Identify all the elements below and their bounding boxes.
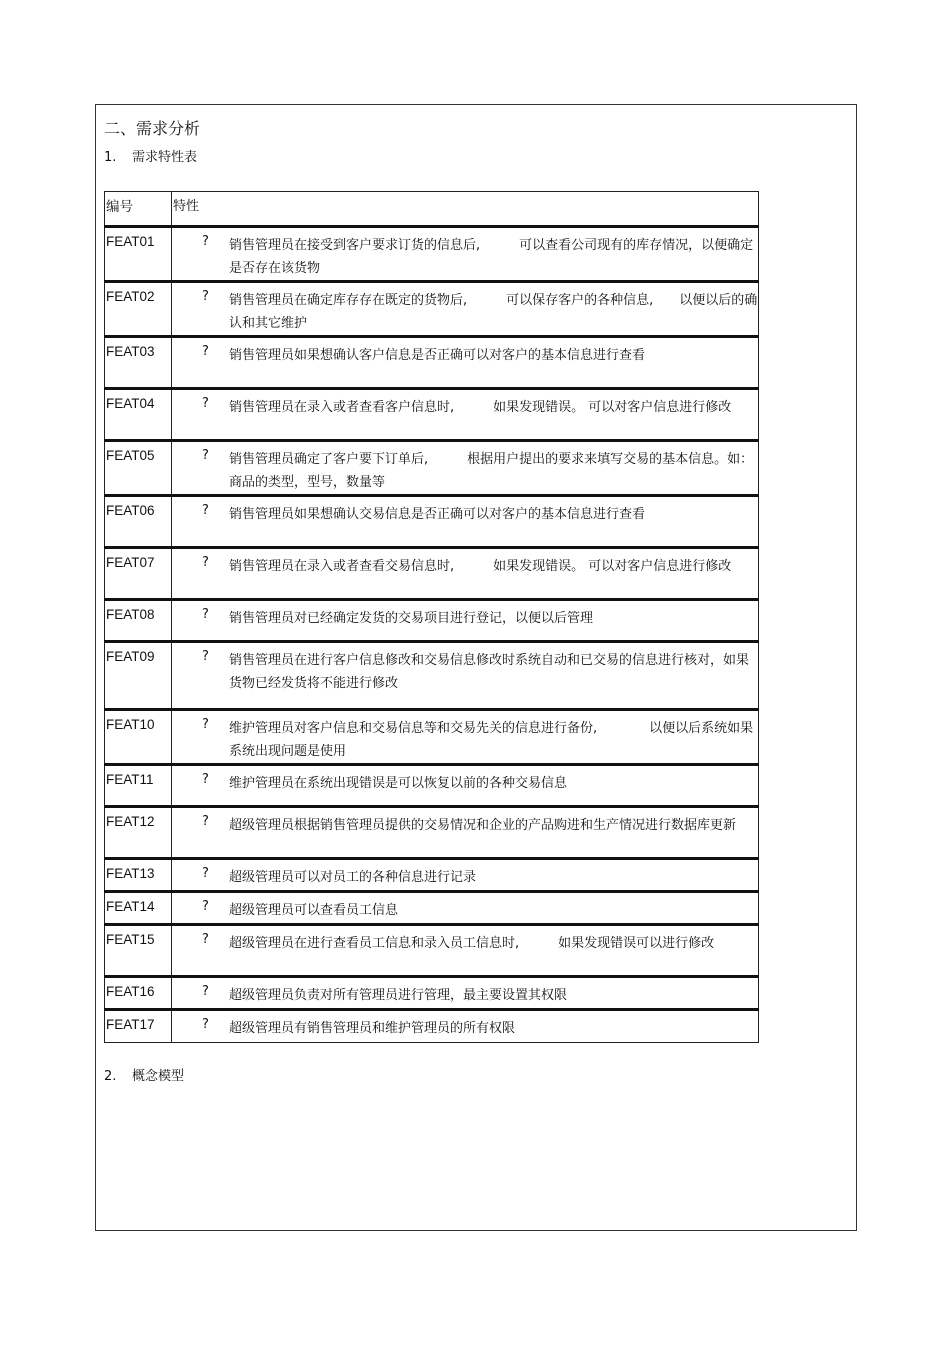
feature-text: 维护管理员在系统出现错误是可以恢复以前的各种交易信息: [229, 776, 568, 791]
table-row: [105, 337, 759, 389]
bullet-glyph: ?: [202, 649, 209, 664]
feature-id: FEAT02: [105, 282, 172, 337]
bullet-glyph: ?: [202, 1017, 209, 1032]
feature-text: 销售管理员如果想确认客户信息是否正确可以对客户的基本信息进行查看: [229, 348, 646, 363]
feature-description: [172, 337, 759, 389]
table-header-row: [105, 192, 759, 227]
feature-description: [172, 710, 759, 765]
feature-text: 销售管理员在录入或者查看客户信息时, 如果发现错误。 可以对客户信息进行修改: [229, 400, 732, 415]
feature-description: [172, 441, 759, 496]
feature-description: [172, 496, 759, 548]
table-row: [105, 496, 759, 548]
bullet-glyph: ?: [202, 607, 209, 622]
feature-text: 销售管理员在录入或者查看交易信息时, 如果发现错误。 可以对客户信息进行修改: [229, 559, 732, 574]
feature-text: 销售管理员在确定库存存在既定的货物后, 可以保存客户的各种信息, 以便以后的确认和其它维护: [229, 293, 758, 331]
feature-id: FEAT11: [105, 765, 172, 807]
feature-id: FEAT04: [105, 389, 172, 441]
bullet-glyph: ?: [202, 555, 209, 570]
feature-description: [172, 892, 759, 925]
feature-id: FEAT09: [105, 642, 172, 710]
header-id: 编号: [105, 192, 172, 227]
subsection-number: 1.: [104, 150, 117, 165]
feature-id: FEAT12: [105, 807, 172, 859]
feature-text: 销售管理员确定了客户要下订单后, 根据用户提出的要求来填写交易的基本信息。如：商品的类型，型号，数量等: [229, 452, 754, 490]
bullet-glyph: ?: [202, 866, 209, 881]
table-row: [105, 892, 759, 925]
subsection-concept-model: [104, 1065, 184, 1084]
table-row: [105, 441, 759, 496]
table-row: [105, 548, 759, 600]
feature-id: FEAT10: [105, 710, 172, 765]
feature-description: [172, 282, 759, 337]
bullet-glyph: ?: [202, 448, 209, 463]
feature-table: [104, 191, 759, 1043]
table-row: [105, 710, 759, 765]
table-row: [105, 807, 759, 859]
bullet-glyph: ?: [202, 932, 209, 947]
table-row: [105, 977, 759, 1010]
section-title: 二、需求分析: [104, 119, 201, 138]
feature-description: [172, 600, 759, 642]
feature-id: FEAT17: [105, 1010, 172, 1043]
feature-text: 销售管理员在接受到客户要求订货的信息后, 可以查看公司现有的库存情况，以便确定是否存在该货物: [229, 238, 754, 276]
feature-id: FEAT01: [105, 227, 172, 282]
bullet-glyph: ?: [202, 772, 209, 787]
feature-text: 销售管理员对已经确定发货的交易项目进行登记，以便以后管理: [229, 611, 594, 626]
bullet-glyph: ?: [202, 717, 209, 732]
subsection-number: 2.: [104, 1069, 117, 1084]
table-row: [105, 282, 759, 337]
feature-description: [172, 548, 759, 600]
bullet-glyph: ?: [202, 503, 209, 518]
bullet-glyph: ?: [202, 289, 209, 304]
feature-description: [172, 977, 759, 1010]
feature-id: FEAT16: [105, 977, 172, 1010]
feature-description: [172, 807, 759, 859]
feature-id: FEAT06: [105, 496, 172, 548]
feature-text: 销售管理员在进行客户信息修改和交易信息修改时系统自动和已交易的信息进行核对，如果货物已经发货将不能进行修改: [229, 653, 750, 691]
feature-text: 超级管理员可以对员工的各种信息进行记录: [229, 870, 477, 885]
feature-description: [172, 227, 759, 282]
bullet-glyph: ?: [202, 814, 209, 829]
feature-id: FEAT05: [105, 441, 172, 496]
table-row: [105, 600, 759, 642]
feature-text: 超级管理员负责对所有管理员进行管理，最主要设置其权限: [229, 988, 568, 1003]
subsection-feature-table: [104, 146, 197, 165]
table-row: [105, 859, 759, 892]
feature-id: FEAT14: [105, 892, 172, 925]
table-row: [105, 765, 759, 807]
feature-id: FEAT15: [105, 925, 172, 977]
table-row: [105, 1010, 759, 1043]
feature-id: FEAT13: [105, 859, 172, 892]
feature-id: FEAT07: [105, 548, 172, 600]
feature-text: 超级管理员可以查看员工信息: [229, 903, 399, 918]
feature-text: 维护管理员对客户信息和交易信息等和交易先关的信息进行备份, 以便以后系统如果系统出现问题是使用: [229, 721, 754, 759]
feature-description: [172, 389, 759, 441]
feature-description: [172, 1010, 759, 1043]
bullet-glyph: ?: [202, 984, 209, 999]
table-row: [105, 642, 759, 710]
bullet-glyph: ?: [202, 899, 209, 914]
table-row: [105, 227, 759, 282]
feature-text: 超级管理员根据销售管理员提供的交易情况和企业的产品购进和生产情况进行数据库更新: [229, 818, 737, 833]
feature-description: [172, 642, 759, 710]
subsection-label: 概念模型: [132, 1069, 185, 1084]
feature-description: [172, 765, 759, 807]
feature-text: 销售管理员如果想确认交易信息是否正确可以对客户的基本信息进行查看: [229, 507, 646, 522]
feature-text: 超级管理员在进行查看员工信息和录入员工信息时, 如果发现错误可以进行修改: [229, 936, 715, 951]
feature-text: 超级管理员有销售管理员和维护管理员的所有权限: [229, 1021, 516, 1036]
table-row: [105, 389, 759, 441]
bullet-glyph: ?: [202, 234, 209, 249]
subsection-label: 需求特性表: [132, 150, 198, 165]
feature-description: [172, 925, 759, 977]
bullet-glyph: ?: [202, 396, 209, 411]
bullet-glyph: ?: [202, 344, 209, 359]
feature-description: [172, 859, 759, 892]
table-row: [105, 925, 759, 977]
feature-id: FEAT08: [105, 600, 172, 642]
header-feature: 特性: [172, 192, 759, 227]
feature-id: FEAT03: [105, 337, 172, 389]
